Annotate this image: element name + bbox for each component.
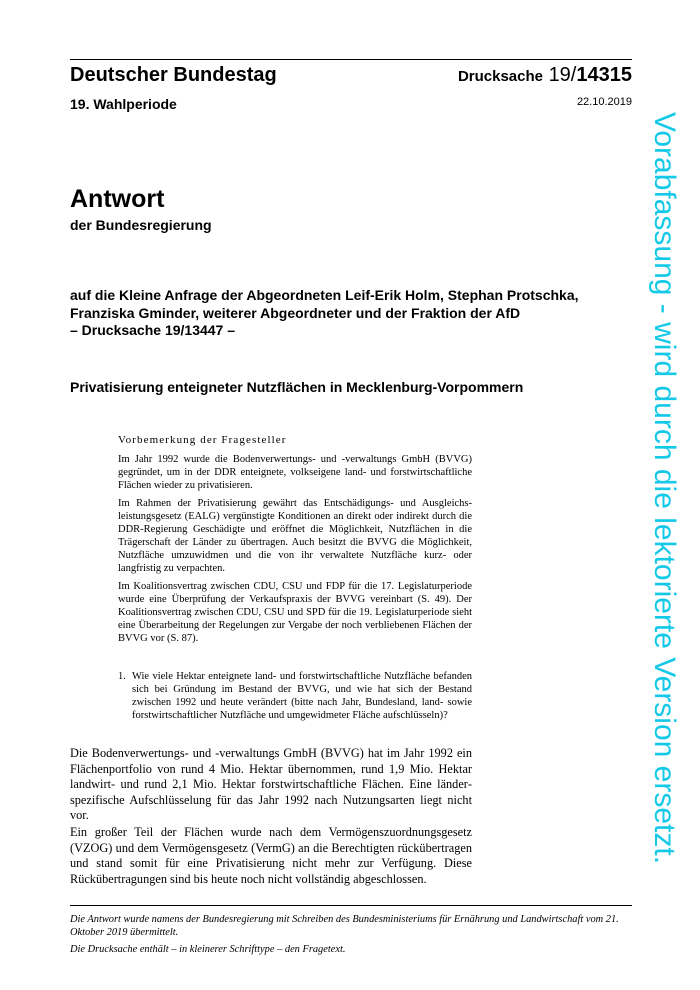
footer-rule xyxy=(70,905,632,906)
electoral-period: 19. Wahlperiode xyxy=(70,96,177,112)
preamble-paragraph: Im Koalitionsvertrag zwischen CDU, CSU und FDP für die 17. Legislaturperiode wurde eine Überprüfung der Verkaufspraxis der BVVG vereinbart (S. 49). Der Koalitionsvertrag zwischen CDU, CSU und SPD für die 19. Legislaturperiode sieht eine Überarbeitung der Regelungen zur Vergabe der noch verbliebenen Flächen der BVVG vor (S. 87). xyxy=(118,581,472,644)
footer-note: Die Drucksache enthält – in kleinerer Schrifttype – den Fragetext. xyxy=(70,944,346,955)
inquiry-reference xyxy=(70,287,630,340)
preamble-paragraph: Im Rahmen der Privatisierung gewährt das Entschädigungs- und Ausgleichsleistungsgesetz (EALG) vergünstigte Konditionen an direkt oder indirekt durch die DDR-Regierung Geschädigte und eröffnet die Möglichkeit, Nutzflächen in die Trägerschaft der Länder zu übertragen. Auch besitzt die BVVG die Möglichkeit, Nutzfläche umzuwidmen und die von ihr verwaltete Nutzfläche kurz- oder langfristig zu verpachten. xyxy=(118,498,472,574)
preamble-heading: Vorbemerkung der Fragesteller xyxy=(118,434,287,446)
answer-paragraph: Ein großer Teil der Flächen wurde nach dem Vermögenszuordnungsgesetz (VZOG) und dem Vermögensgesetz (VermG) an die Berechtigten rückübertragen und stand somit für eine Privatisierung nicht mehr zur Verfügung. Diese Rückübertragungen sind bis heute noch nicht vollständig abgeschlossen. xyxy=(70,825,472,886)
question-text: Wie viele Hektar enteignete land- und forstwirtschaftliche Nutzfläche befanden sich bei Gründung im Bestand der BVVG, und wie hat sich der Bestand zwischen 1992 und heute verändert (bitte nach Jahr, Bundesland, land- sowie forstwirtschaftlicher Nutzfläche und umgewidmeter Fläche aufschlüsseln)? xyxy=(132,671,472,721)
inquiry-line: auf die Kleine Anfrage der Abgeordneten Leif-Erik Holm, Stephan Protschka, xyxy=(70,287,579,303)
footer-note: Die Antwort wurde namens der Bundesregierung mit Schreiben des Bundesministeriums für Ernährung und Landwirtschaft vom 21. Oktober 2019 übermittelt. xyxy=(70,914,619,938)
draft-watermark xyxy=(640,112,690,882)
inquiry-line: – Drucksache 19/13447 – xyxy=(70,322,236,338)
header-rule xyxy=(70,59,632,60)
document-number xyxy=(458,64,632,87)
document-subtitle: der Bundesregierung xyxy=(70,217,212,233)
document-title: Antwort xyxy=(70,185,165,213)
watermark-text: Vorabfassung - wird durch die lektorierte Version ersetzt. xyxy=(648,112,681,865)
preamble-paragraph: Im Jahr 1992 wurde die Bodenverwertungs- und -verwaltungs GmbH (BVVG) gegründet, um in der DDR enteignete, volkseigene land- und forstwirtschaftliche Flächen wieder zu privatisieren. xyxy=(118,454,472,491)
document-number-value: 14315 xyxy=(576,64,632,86)
document-prefix: 19/ xyxy=(548,64,577,86)
institution-name: Deutscher Bundestag xyxy=(70,64,277,86)
inquiry-line: Franziska Gminder, weiterer Abgeordneter und der Fraktion der AfD xyxy=(70,304,521,321)
inquiry-topic: Privatisierung enteigneter Nutzflächen in Mecklenburg-Vorpommern xyxy=(70,379,524,395)
document-label: Drucksache xyxy=(457,68,543,85)
question-1 xyxy=(118,670,472,722)
document-date: 22.10.2019 xyxy=(576,96,632,108)
answer-paragraph: Die Bodenverwertungs- und -verwaltungs GmbH (BVVG) hat im Jahr 1992 ein Flächenportfolio von rund 4 Mio. Hektar übernommen, rund 1,9 Mio. Hektar landwirt- und rund 2,1 Mio. Hektar forstwirtschaftliche Flächen. Eine länderspezifische Aufschlüsselung für das Jahr 1992 nach Nutzungsarten liegt nicht vor. xyxy=(70,746,472,822)
question-number: 1. xyxy=(118,671,126,682)
